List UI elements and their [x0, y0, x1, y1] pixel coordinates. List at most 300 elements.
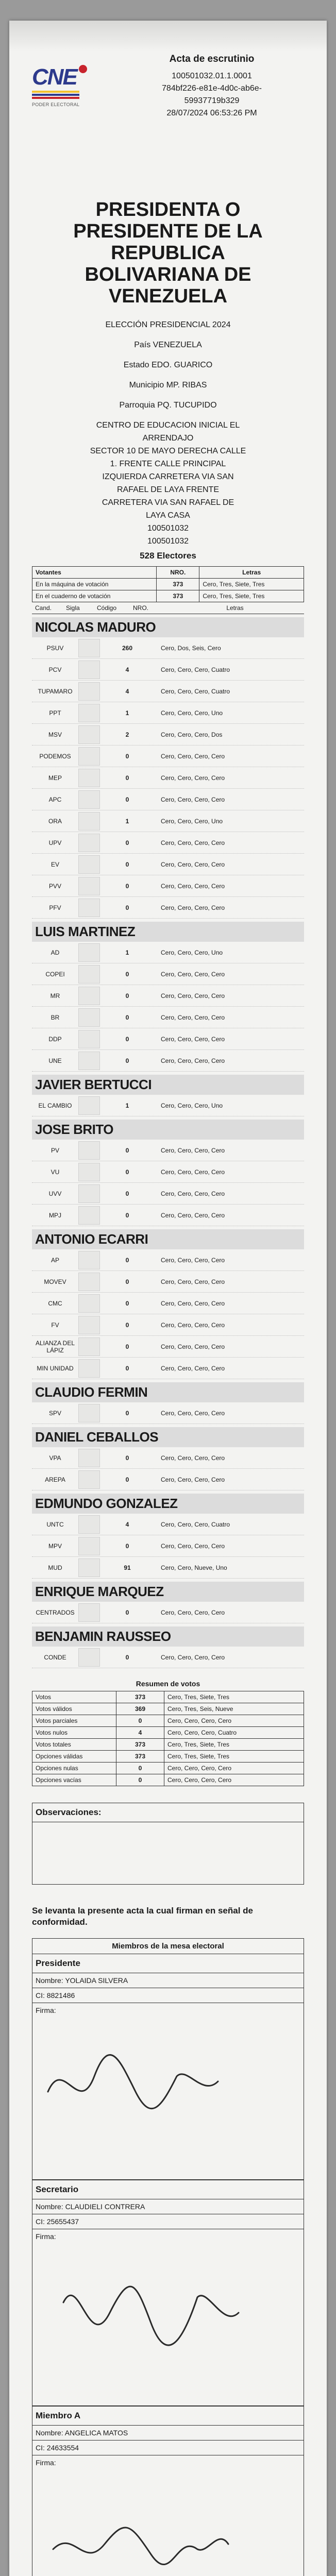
centro-address-line: LAYA CASA — [146, 511, 190, 520]
signature-area — [32, 2467, 304, 2576]
acta-date: 28/07/2024 06:53:26 PM — [166, 109, 257, 117]
col-cand: Cand. — [35, 604, 52, 612]
estado: Estado EDO. GUARICO — [123, 361, 213, 369]
candidate-block — [32, 1494, 304, 1579]
org-votes-letras: Cero, Cero, Cero, Cero — [161, 882, 225, 890]
candidate-name: CLAUDIO FERMIN — [32, 1382, 304, 1402]
org-sigla: MEP — [48, 774, 62, 782]
member-role: Miembro A — [32, 2406, 304, 2426]
org-votes-letras: Cero, Cero, Cero, Cuatro — [161, 666, 230, 673]
party-logo-icon — [78, 1251, 100, 1269]
org-votes: 1 — [125, 1101, 129, 1109]
election-title — [32, 199, 304, 307]
org-votes-letras: Cero, Cero, Cero, Uno — [161, 817, 223, 825]
resumen-row — [32, 1727, 304, 1739]
org-votes-letras: Cero, Cero, Cero, Uno — [161, 948, 223, 956]
acta-receipt — [9, 21, 327, 2576]
cne-logo-letters: CNE — [32, 64, 77, 90]
org-votes: 0 — [125, 752, 129, 760]
org-votes: 0 — [125, 1013, 129, 1021]
election-title-line: PRESIDENTA O — [95, 199, 241, 221]
org-row — [32, 1602, 304, 1623]
col-codigo: Código — [97, 604, 117, 612]
pais: País VENEZUELA — [134, 341, 202, 349]
party-logo-icon — [78, 769, 100, 787]
org-votes-letras: Cero, Cero, Cero, Cero — [161, 860, 225, 868]
centro-address-line: CENTRO DE EDUCACION INICIAL EL — [96, 421, 240, 430]
party-logo-icon — [78, 987, 100, 1005]
org-votes-letras: Cero, Cero, Cero, Cero — [161, 1321, 225, 1329]
acta-hash-line2: 59937719b329 — [184, 96, 240, 105]
org-votes: 0 — [125, 1542, 129, 1550]
org-sigla: CENTRADOS — [36, 1608, 75, 1616]
resumen-label: Votos — [32, 1691, 116, 1703]
org-row — [32, 1447, 304, 1469]
resumen-row — [32, 1739, 304, 1751]
org-sigla: MR — [50, 992, 60, 999]
org-votes-letras: Cero, Cero, Cero, Cero — [161, 1035, 225, 1043]
org-votes-letras: Cero, Cero, Cero, Cero — [161, 1256, 225, 1264]
org-votes-letras: Cero, Cero, Cero, Cero — [161, 752, 225, 760]
resumen-label: Votos totales — [32, 1739, 116, 1751]
org-sigla: MOVEV — [44, 1278, 66, 1285]
org-sigla: TUPAMARO — [38, 687, 73, 695]
org-votes-letras: Cero, Cero, Cero, Cero — [161, 1168, 225, 1176]
cne-logo-stripes — [32, 91, 79, 99]
org-sigla: PPT — [49, 709, 61, 717]
org-votes: 260 — [122, 644, 133, 652]
member-firma-label: Firma: — [36, 2232, 56, 2241]
party-logo-icon — [78, 639, 100, 657]
party-logo-icon — [78, 682, 100, 701]
candidate-name: DANIEL CEBALLOS — [32, 1427, 304, 1447]
candidate-block — [32, 922, 304, 1072]
org-votes: 91 — [124, 1564, 131, 1571]
resumen-letras: Cero, Cero, Cero, Cero — [164, 1715, 304, 1727]
centro-address-line: CARRETERA VIA SAN RAFAEL DE — [102, 498, 234, 507]
org-votes-letras: Cero, Cero, Cero, Cero — [161, 1278, 225, 1285]
org-votes-letras: Cero, Cero, Cero, Cero — [161, 1013, 225, 1021]
party-logo-icon — [78, 704, 100, 722]
candidate-name: ANTONIO ECARRI — [32, 1229, 304, 1249]
org-sigla: SPV — [48, 1409, 61, 1417]
org-sigla: MPV — [48, 1542, 62, 1550]
centro-address-line: ARRENDAJO — [142, 434, 194, 443]
org-sigla: AP — [51, 1256, 59, 1264]
org-sigla: EL CAMBIO — [38, 1101, 72, 1109]
resumen-row — [32, 1762, 304, 1774]
org-votes-letras: Cero, Cero, Cero, Cuatro — [161, 1520, 230, 1528]
org-votes-letras: Cero, Cero, Cero, Uno — [161, 709, 223, 717]
resumen-label: Opciones vacías — [32, 1774, 116, 1786]
party-logo-icon — [78, 1184, 100, 1203]
party-logo-icon — [78, 1052, 100, 1070]
votantes-number: 373 — [157, 590, 199, 602]
org-votes: 0 — [125, 1256, 129, 1264]
member-block — [32, 2406, 304, 2576]
cne-logo-dot-icon — [79, 65, 87, 73]
candidate-block — [32, 617, 304, 919]
member-ci: CI: 24633554 — [32, 2441, 304, 2455]
member-name: Nombre: YOLAIDA SILVERA — [32, 1973, 304, 1988]
party-logo-icon — [78, 1030, 100, 1048]
org-row — [32, 985, 304, 1007]
org-votes: 0 — [125, 1476, 129, 1483]
member-firma-label: Firma: — [36, 2459, 56, 2467]
party-logo-icon — [78, 1359, 100, 1378]
org-votes-letras: Cero, Cero, Cero, Dos — [161, 731, 223, 738]
org-votes: 2 — [125, 731, 129, 738]
org-votes-letras: Cero, Cero, Cero, Cero — [161, 839, 225, 846]
party-logo-icon — [78, 812, 100, 831]
electores-count: 528 Electores — [140, 551, 196, 561]
org-votes-letras: Cero, Cero, Cero, Cero — [161, 774, 225, 782]
org-votes-letras: Cero, Cero, Nueve, Uno — [161, 1564, 227, 1571]
org-row — [32, 832, 304, 854]
resumen-letras: Cero, Tres, Siete, Tres — [164, 1739, 304, 1751]
org-sigla: PSUV — [46, 644, 64, 652]
org-votes-letras: Cero, Cero, Cero, Cero — [161, 1364, 225, 1372]
org-votes-letras: Cero, Cero, Cero, Cero — [161, 1653, 225, 1661]
org-votes: 0 — [125, 1057, 129, 1064]
org-votes: 0 — [125, 1321, 129, 1329]
org-sigla: MPJ — [49, 1211, 61, 1219]
votantes-row — [32, 590, 304, 602]
handwritten-signature — [32, 2014, 305, 2179]
org-votes-letras: Cero, Cero, Cero, Cero — [161, 1211, 225, 1219]
org-votes-letras: Cero, Cero, Cero, Cero — [161, 1299, 225, 1307]
votantes-row — [32, 579, 304, 590]
resumen-letras: Cero, Tres, Siete, Tres — [164, 1691, 304, 1703]
org-sigla: UNTC — [46, 1520, 64, 1528]
resumen-label: Votos parciales — [32, 1715, 116, 1727]
org-sigla: VU — [51, 1168, 60, 1176]
org-row — [32, 637, 304, 659]
members-list — [32, 1954, 304, 2576]
party-logo-icon — [78, 1603, 100, 1622]
party-logo-icon — [78, 1449, 100, 1467]
org-votes-letras: Cero, Cero, Cero, Cero — [161, 1476, 225, 1483]
org-votes-letras: Cero, Cero, Cero, Uno — [161, 1101, 223, 1109]
org-row — [32, 1535, 304, 1557]
org-sigla: UNE — [48, 1057, 62, 1064]
org-votes-letras: Cero, Cero, Cero, Cero — [161, 1190, 225, 1197]
election-title-line: BOLIVARIANA DE — [85, 264, 251, 285]
org-votes-letras: Cero, Cero, Cero, Cero — [161, 904, 225, 911]
party-logo-icon — [78, 899, 100, 917]
org-votes: 0 — [125, 839, 129, 846]
org-sigla: PVV — [48, 882, 61, 890]
election-title-line: VENEZUELA — [108, 285, 228, 307]
org-votes: 0 — [125, 860, 129, 868]
org-sigla: PCV — [48, 666, 62, 673]
candidate-block — [32, 1582, 304, 1623]
resumen-title: Resumen de votos — [136, 1680, 200, 1688]
org-row — [32, 724, 304, 745]
resumen-label: Votos nulos — [32, 1727, 116, 1739]
org-sigla: ALIANZA DEL LÁPIZ — [35, 1339, 75, 1354]
party-logo-icon — [78, 1008, 100, 1027]
resumen-label: Opciones válidas — [32, 1751, 116, 1762]
member-block — [32, 1954, 304, 2180]
org-votes-letras: Cero, Cero, Cero, Cero — [161, 1454, 225, 1462]
org-row — [32, 745, 304, 767]
member-ci: CI: 8821486 — [32, 1988, 304, 2003]
resumen-table — [32, 1691, 304, 1786]
resumen-letras: Cero, Cero, Cero, Cuatro — [164, 1727, 304, 1739]
org-votes: 0 — [125, 1190, 129, 1197]
party-logo-icon — [78, 1537, 100, 1555]
resumen-letras: Cero, Tres, Siete, Tres — [164, 1751, 304, 1762]
resumen-row — [32, 1691, 304, 1703]
parroquia: Parroquia PQ. TUCUPIDO — [119, 401, 217, 410]
org-row — [32, 1647, 304, 1668]
member-name: Nombre: CLAUDIELI CONTRERA — [32, 2199, 304, 2214]
org-votes-letras: Cero, Cero, Cero, Cero — [161, 1608, 225, 1616]
resumen-letras: Cero, Cero, Cero, Cero — [164, 1762, 304, 1774]
votantes-number: 373 — [157, 579, 199, 590]
org-votes: 0 — [125, 1278, 129, 1285]
party-logo-icon — [78, 1316, 100, 1334]
centro-code: 100501032 — [147, 537, 189, 546]
col-sigla: Sigla — [66, 604, 80, 612]
org-votes-letras: Cero, Dos, Seis, Cero — [161, 644, 221, 652]
org-row — [32, 1183, 304, 1205]
candidate-block — [32, 1427, 304, 1490]
org-sigla: CONDE — [44, 1653, 66, 1661]
org-votes: 0 — [125, 1608, 129, 1616]
org-row — [32, 897, 304, 919]
org-row — [32, 1514, 304, 1535]
centro-address — [32, 419, 304, 522]
org-row — [32, 1336, 304, 1358]
org-votes: 0 — [125, 1146, 129, 1154]
party-logo-icon — [78, 1558, 100, 1577]
votantes-label: En la máquina de votación — [32, 579, 157, 590]
org-row — [32, 810, 304, 832]
org-row — [32, 789, 304, 810]
org-votes-letras: Cero, Cero, Cero, Cero — [161, 970, 225, 978]
signature-area — [32, 2014, 304, 2179]
org-row — [32, 659, 304, 681]
org-sigla: UVV — [48, 1190, 62, 1197]
org-row — [32, 875, 304, 897]
resumen-number: 4 — [116, 1727, 164, 1739]
party-logo-icon — [78, 1294, 100, 1313]
candidate-block — [32, 1229, 304, 1379]
candidate-name: BENJAMIN RAUSSEO — [32, 1626, 304, 1647]
org-row — [32, 767, 304, 789]
org-row — [32, 1557, 304, 1579]
party-logo-icon — [78, 1648, 100, 1667]
candidate-name: EDMUNDO GONZALEZ — [32, 1494, 304, 1514]
candidates-list — [32, 617, 304, 1668]
member-firma-label: Firma: — [36, 2006, 56, 2014]
party-logo-icon — [78, 1096, 100, 1115]
org-row — [32, 1249, 304, 1271]
org-row — [32, 702, 304, 724]
org-sigla: PV — [51, 1146, 59, 1154]
resumen-number: 0 — [116, 1774, 164, 1786]
org-sigla: COPEI — [45, 970, 65, 978]
election-name: ELECCIÓN PRESIDENCIAL 2024 — [105, 320, 231, 329]
resumen-row — [32, 1715, 304, 1727]
col-letras: Letras — [226, 604, 244, 612]
cne-logo-caption: PODER ELECTORAL — [32, 102, 80, 107]
org-row — [32, 1271, 304, 1293]
resumen-label: Votos válidos — [32, 1703, 116, 1715]
org-votes: 0 — [125, 1454, 129, 1462]
party-logo-icon — [78, 1141, 100, 1160]
acta-number: 100501032.01.1.0001 — [172, 72, 252, 80]
org-sigla: AREPA — [45, 1476, 65, 1483]
org-row — [32, 1402, 304, 1424]
org-row — [32, 681, 304, 702]
org-votes: 1 — [125, 709, 129, 717]
votantes-header: Letras — [199, 567, 304, 579]
votantes-table — [32, 566, 304, 602]
member-ci: CI: 25655437 — [32, 2214, 304, 2229]
org-votes: 0 — [125, 1343, 129, 1350]
member-name: Nombre: ANGELICA MATOS — [32, 2426, 304, 2441]
org-votes-letras: Cero, Cero, Cero, Cero — [161, 1343, 225, 1350]
observaciones-label: Observaciones: — [32, 1803, 304, 1822]
org-votes: 4 — [125, 1520, 129, 1528]
org-row — [32, 1293, 304, 1314]
org-votes-letras: Cero, Cero, Cero, Cuatro — [161, 687, 230, 695]
handwritten-signature — [32, 2241, 305, 2405]
org-row — [32, 1007, 304, 1028]
org-sigla: ORA — [48, 817, 62, 825]
org-row — [32, 1314, 304, 1336]
org-sigla: UPV — [48, 839, 62, 846]
resumen-letras: Cero, Tres, Seis, Nueve — [164, 1703, 304, 1715]
election-title-line: REPUBLICA — [111, 242, 225, 264]
org-votes-letras: Cero, Cero, Cero, Cero — [161, 992, 225, 999]
org-votes: 4 — [125, 666, 129, 673]
org-sigla: AD — [51, 948, 60, 956]
centro-code: 100501032 — [147, 524, 189, 533]
party-logo-icon — [78, 725, 100, 744]
org-row — [32, 1028, 304, 1050]
org-sigla: PODEMOS — [39, 752, 71, 760]
org-row — [32, 1095, 304, 1116]
resumen-row — [32, 1774, 304, 1786]
org-votes: 0 — [125, 992, 129, 999]
org-votes: 0 — [125, 1299, 129, 1307]
org-row — [32, 942, 304, 963]
org-row — [32, 1140, 304, 1161]
resumen-number: 373 — [116, 1751, 164, 1762]
resumen-number: 373 — [116, 1691, 164, 1703]
candidate-column-headers — [32, 602, 304, 614]
org-votes: 0 — [125, 970, 129, 978]
miembros-title: Miembros de la mesa electoral — [32, 1938, 304, 1954]
member-role: Presidente — [32, 1954, 304, 1973]
votantes-header: Votantes — [32, 567, 157, 579]
handwritten-signature — [32, 2467, 305, 2576]
centro-address-line: SECTOR 10 DE MAYO DERECHA CALLE — [90, 447, 246, 455]
org-votes: 4 — [125, 687, 129, 695]
party-logo-icon — [78, 660, 100, 679]
candidate-block — [32, 1075, 304, 1116]
org-sigla: PFV — [49, 904, 61, 911]
acta-label: Acta de escrutinio — [169, 54, 255, 64]
org-sigla: FV — [51, 1321, 59, 1329]
org-votes-letras: Cero, Cero, Cero, Cero — [161, 1146, 225, 1154]
candidate-block — [32, 1382, 304, 1424]
org-row — [32, 963, 304, 985]
candidate-block — [32, 1120, 304, 1226]
org-sigla: VPA — [49, 1454, 61, 1462]
party-logo-icon — [78, 877, 100, 895]
resumen-number: 369 — [116, 1703, 164, 1715]
org-sigla: MUD — [48, 1564, 62, 1571]
party-logo-icon — [78, 943, 100, 962]
org-row — [32, 1205, 304, 1226]
centro-address-line: RAFAEL DE LAYA FRENTE — [117, 485, 219, 494]
party-logo-icon — [78, 1470, 100, 1489]
org-votes: 0 — [125, 1168, 129, 1176]
org-votes: 0 — [125, 1409, 129, 1417]
votantes-header: NRO. — [157, 567, 199, 579]
party-logo-icon — [78, 1337, 100, 1356]
member-block — [32, 2180, 304, 2406]
org-row — [32, 1050, 304, 1072]
resumen-number: 373 — [116, 1739, 164, 1751]
party-logo-icon — [78, 855, 100, 874]
centro-address-line: IZQUIERDA CARRETERA VIA SAN — [102, 472, 234, 481]
conformidad-text: Se levanta la presente acta la cual firman en señal de conformidad. — [32, 1906, 253, 1927]
votantes-letras: Cero, Tres, Siete, Tres — [199, 590, 304, 602]
party-logo-icon — [78, 1163, 100, 1181]
org-sigla: MSV — [48, 731, 62, 738]
party-logo-icon — [78, 965, 100, 984]
party-logo-icon — [78, 1404, 100, 1422]
party-logo-icon — [78, 790, 100, 809]
org-votes: 0 — [125, 1653, 129, 1661]
signature-area — [32, 2241, 304, 2405]
observaciones-box — [32, 1822, 304, 1885]
acta-header — [32, 41, 304, 196]
org-votes-letras: Cero, Cero, Cero, Cero — [161, 1057, 225, 1064]
election-title-line: PRESIDENTE DE LA — [73, 221, 263, 242]
candidate-block — [32, 1626, 304, 1668]
org-votes: 0 — [125, 774, 129, 782]
acta-hash-line1: 784bf226-e81e-4d0c-ab6e- — [162, 84, 262, 93]
party-logo-icon — [78, 747, 100, 766]
org-votes-letras: Cero, Cero, Cero, Cero — [161, 1409, 225, 1417]
org-votes: 1 — [125, 817, 129, 825]
election-location — [32, 318, 304, 548]
candidate-name: JAVIER BERTUCCI — [32, 1075, 304, 1095]
org-votes: 1 — [125, 948, 129, 956]
party-logo-icon — [78, 1515, 100, 1534]
org-row — [32, 1161, 304, 1183]
org-votes-letras: Cero, Cero, Cero, Cero — [161, 1542, 225, 1550]
org-votes: 0 — [125, 904, 129, 911]
resumen-number: 0 — [116, 1762, 164, 1774]
org-votes: 0 — [125, 1035, 129, 1043]
votantes-label: En el cuaderno de votación — [32, 590, 157, 602]
candidate-name: NICOLAS MADURO — [32, 617, 304, 637]
resumen-number: 0 — [116, 1715, 164, 1727]
party-logo-icon — [78, 1273, 100, 1291]
org-sigla: BR — [51, 1013, 60, 1021]
org-sigla: DDP — [48, 1035, 62, 1043]
resumen-row — [32, 1751, 304, 1762]
org-row — [32, 1469, 304, 1490]
